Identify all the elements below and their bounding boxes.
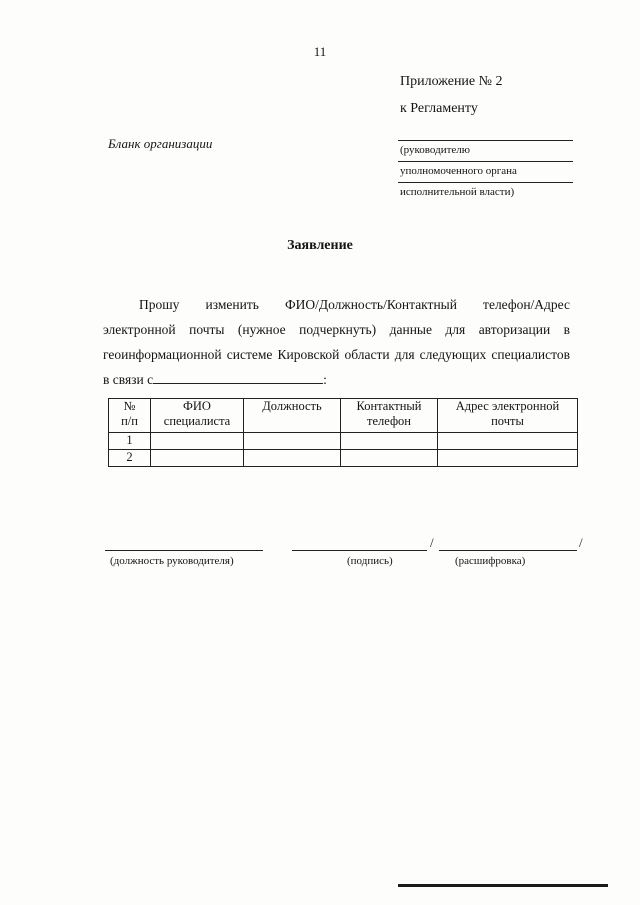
cell-number: 1: [109, 433, 151, 450]
signature-line[interactable]: [292, 550, 427, 551]
document-title: Заявление: [287, 238, 353, 253]
request-paragraph: [103, 292, 570, 392]
table-row: [109, 450, 578, 467]
cell-position[interactable]: [244, 433, 341, 450]
position-caption: (должность руководителя): [110, 555, 234, 567]
page-number: 11: [313, 44, 327, 59]
header-number: № п/п: [109, 399, 151, 433]
appendix-number: Приложение № 2: [400, 74, 503, 89]
slash-separator: /: [430, 535, 434, 550]
table-header-row: [109, 399, 578, 433]
header-phone: Контактный телефон: [341, 399, 438, 433]
paragraph-line: геоинформационной системе Кировской области для следующих специалистов: [103, 347, 570, 362]
paragraph-line: электронной почты (нужное подчеркнуть) данные для авторизации в: [103, 322, 570, 337]
header-email: Адрес электронной почты: [438, 399, 578, 433]
slash-separator: /: [579, 535, 583, 550]
cell-email[interactable]: [438, 450, 578, 467]
recipient-text-executive: исполнительной власти): [400, 186, 515, 198]
appendix-regulation: к Регламенту: [400, 101, 478, 116]
recipient-block: [398, 140, 573, 203]
signature-caption: (подпись): [347, 555, 393, 567]
cell-phone[interactable]: [341, 433, 438, 450]
header-position: Должность: [244, 399, 341, 433]
organization-letterhead-label: Бланк организации: [108, 136, 213, 151]
footer-rule: [398, 884, 608, 887]
specialists-table: [108, 398, 578, 467]
decryption-caption: (расшифровка): [455, 555, 526, 567]
cell-fio[interactable]: [151, 433, 244, 450]
header-fio: ФИО специалиста: [151, 399, 244, 433]
table-row: [109, 433, 578, 450]
reason-prefix: в связи с: [103, 372, 154, 387]
reason-blank-field[interactable]: [153, 370, 323, 384]
recipient-text-head: (руководителю: [400, 144, 470, 156]
appendix-header: [400, 68, 503, 122]
cell-number: 2: [109, 450, 151, 467]
cell-fio[interactable]: [151, 450, 244, 467]
position-signature-line[interactable]: [105, 550, 263, 551]
cell-email[interactable]: [438, 433, 578, 450]
cell-position[interactable]: [244, 450, 341, 467]
paragraph-line-reason: [103, 367, 570, 392]
paragraph-line: Прошу изменить ФИО/Должность/Контактный телефон/Адрес: [139, 297, 570, 312]
reason-suffix: :: [323, 372, 327, 387]
decryption-line[interactable]: [439, 550, 577, 551]
cell-phone[interactable]: [341, 450, 438, 467]
recipient-text-authority: уполномоченного органа: [400, 165, 517, 177]
